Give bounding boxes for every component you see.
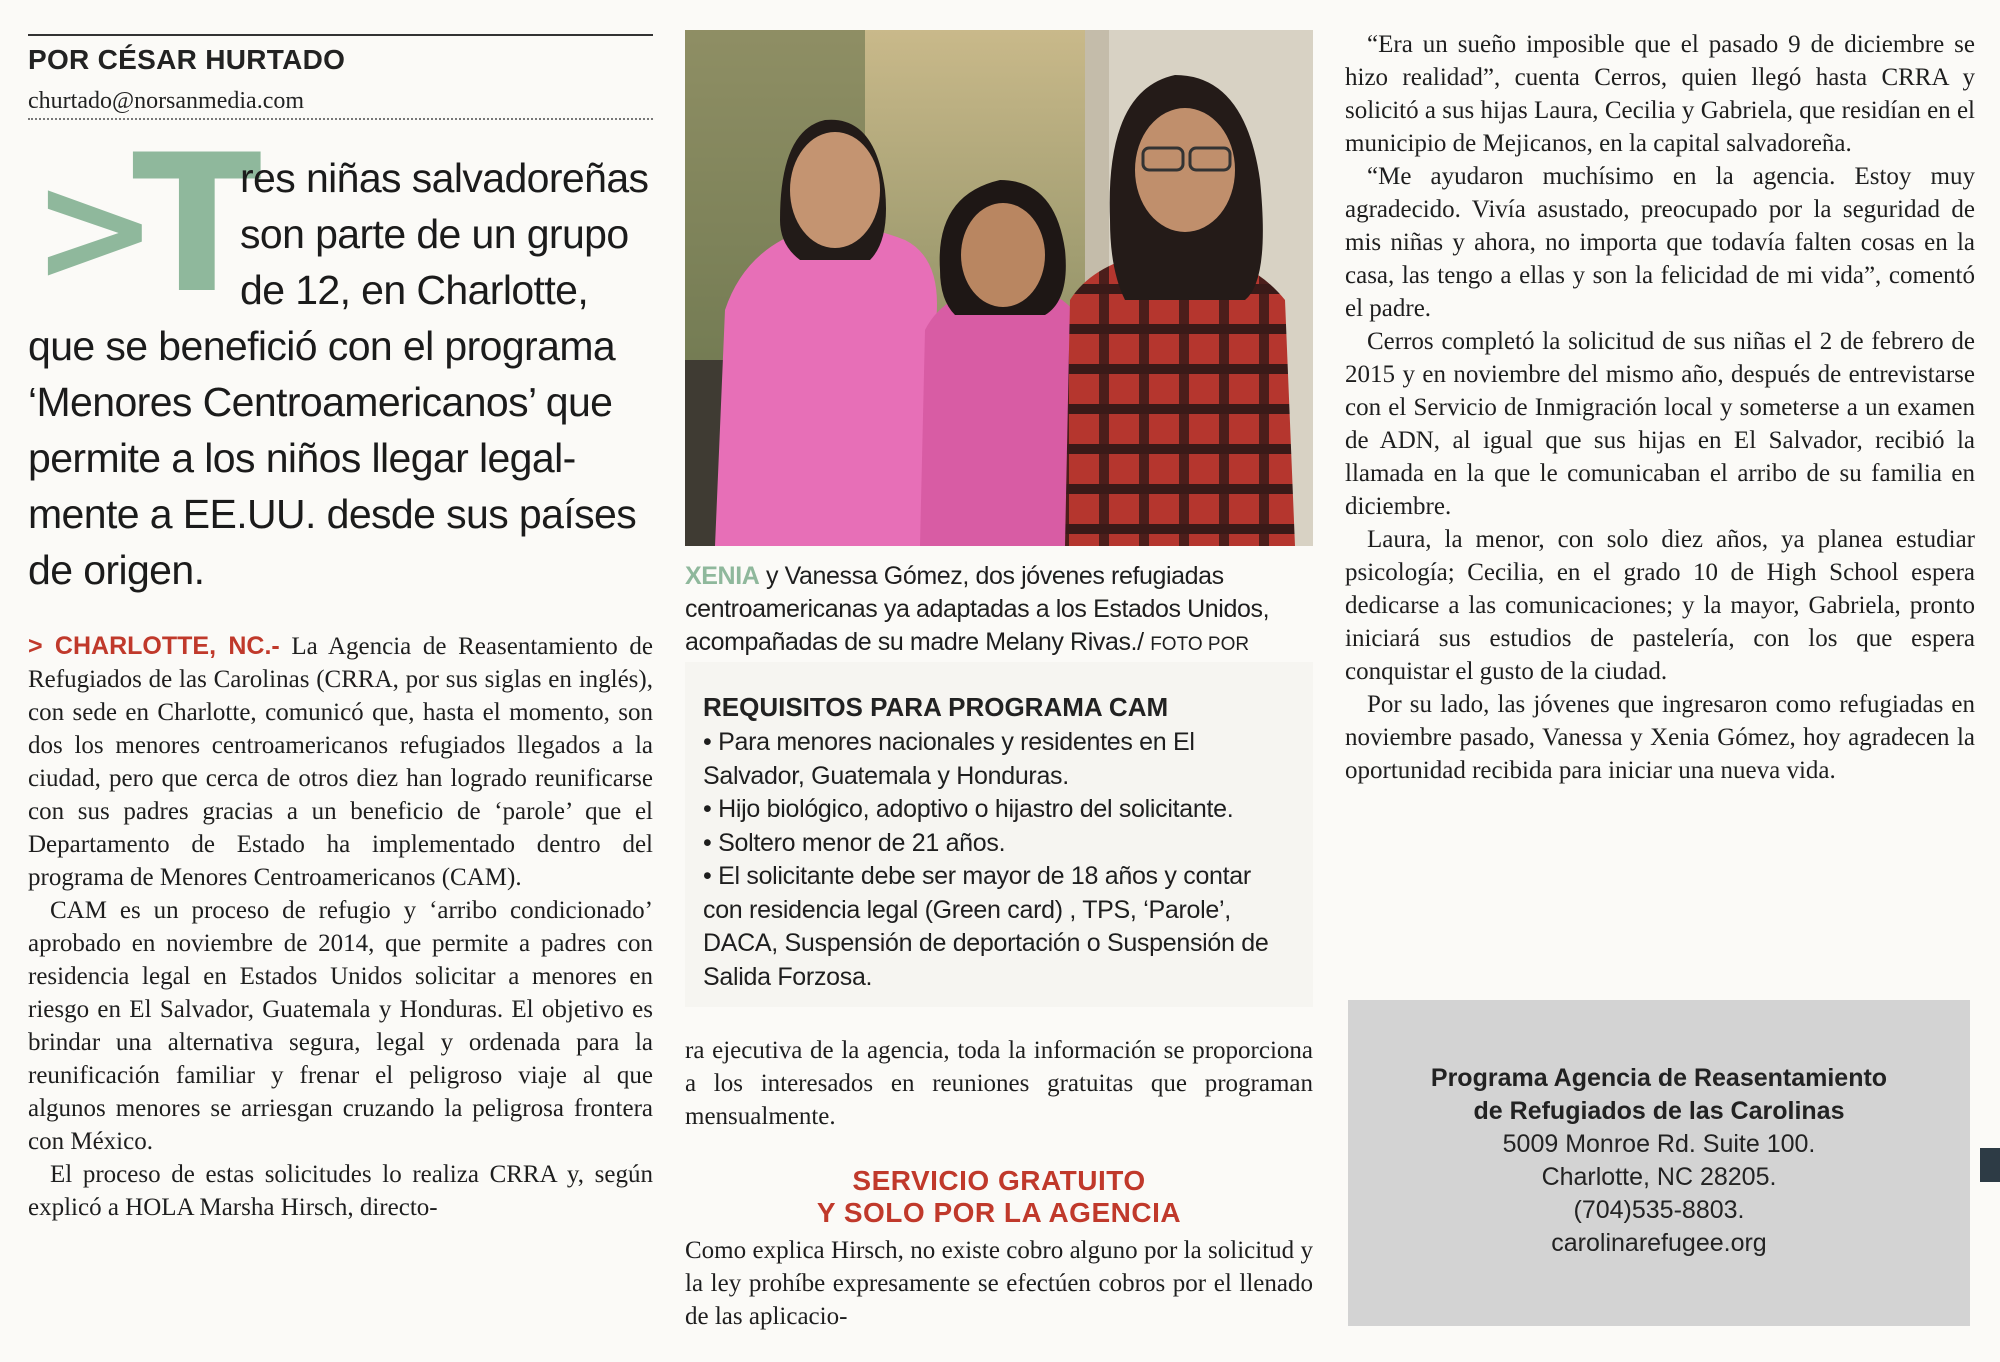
lede-line-1: res niñas salvadoreñas (240, 155, 649, 201)
article-paragraph: El proceso de estas solicitudes lo realiza CRRA y, según explicó a HOLA Marsha Hirsch, directo- (28, 1161, 653, 1221)
lede-line-3: de 12, en Charlotte, (240, 267, 589, 313)
article-paragraph: Como explica Hirsch, no existe cobro alguno por la solicitud y la ley prohíbe expresamente se efectúen cobros por el llenado de las aplicacio- (685, 1237, 1313, 1330)
byline-top-rule (28, 34, 653, 36)
lede-line-8: de origen. (28, 547, 205, 593)
article-column-2-top (685, 1034, 1313, 1133)
article-paragraph: Cerros completó la solicitud de sus niñas el 2 de febrero de 2015 y en noviembre del mismo año, después de entrevistarse con el Servicio de Inmigración local y someterse a un examen de ADN, al igual que sus hijas en El Salvador, recibió la llamada en la que le comunicaban el arribo de su familia en diciembre. (1345, 328, 1975, 520)
lede-line-7: mente a EE.UU. desde sus países (28, 491, 637, 537)
article-column-1 (28, 630, 653, 1340)
requirement-item: • Soltero menor de 21 años. (703, 828, 1006, 857)
byline-author: POR CÉSAR HURTADO (28, 44, 346, 75)
caption-name: XENIA (685, 562, 760, 590)
lede-line-4: que se benefició con el programa (28, 323, 616, 369)
dateline: > CHARLOTTE, NC.- (28, 632, 280, 660)
caption-text: y Vanessa Gómez, dos jóvenes refugiadas centroamericanas ya adaptadas a los Estados Unidos, acompañadas de su madre Melany Rivas./ (685, 562, 1270, 656)
article-photo (685, 30, 1313, 546)
article-column-3 (1345, 28, 1975, 787)
byline-divider (28, 118, 653, 120)
section-subhead-line-2: Y SOLO POR LA AGENCIA (816, 1197, 1182, 1228)
contact-phone: (704)535-8803. (1573, 1196, 1745, 1224)
contact-city: Charlotte, NC 28205. (1541, 1163, 1777, 1191)
byline-email: churtado@norsanmedia.com (28, 88, 305, 114)
section-subhead-line-1: SERVICIO GRATUITO (852, 1165, 1146, 1196)
contact-org-name-2: de Refugiados de las Carolinas (1473, 1097, 1845, 1125)
drop-cap-arrow: > (32, 142, 158, 316)
contact-website: carolinarefugee.org (1551, 1229, 1767, 1257)
contact-info-lines (1348, 1062, 1970, 1260)
article-paragraph: Laura, la menor, con solo diez años, ya planea estudiar psicología; Cecilia, en el grado 10 de High School espera dedicarse a las comunicaciones; y la mayor, Gabriela, pronto iniciará sus estudios de pastelería, con los que espera conquistar el gusto de la ciudad. (1345, 526, 1975, 685)
drop-cap (32, 114, 262, 335)
article-paragraph: “Me ayudaron muchísimo en la agencia. Estoy muy agradecido. Vivía asustado, preocupado por la seguridad de mis niñas y ahora, no importa que todavía falten cosas en la casa, las tengo a ellas y son la felicidad de mi vida”, comentó el padre. (1345, 163, 1975, 322)
lede-line-5: ‘Menores Centroamericanos’ que (28, 379, 613, 425)
page-edge-marker (1980, 1148, 2000, 1182)
article-paragraph (28, 630, 653, 894)
requirements-title: REQUISITOS PARA PROGRAMA CAM (703, 692, 1169, 722)
article-paragraph: ra ejecutiva de la agencia, toda la información se proporciona a los interesados en reuniones gratuitas que programan mensualmente. (685, 1037, 1313, 1130)
article-paragraph: CAM es un proceso de refugio y ‘arribo condicionado’ aprobado en noviembre de 2014, que permite a padres con residencia legal en Estados Unidos solicitar a menores en riesgo en El Salvador, Guatemala y Honduras. El objetivo es brindar una alternativa segura, legal y ordenada para la reunificación familiar y frenar el peligroso viaje al que algunos menores se arriesgan cruzando la peligrosa frontera con México. (28, 897, 653, 1155)
article-paragraph: Por su lado, las jóvenes que ingresaron como refugiadas en noviembre pasado, Vanessa y Xenia Gómez, hoy agradecen la oportunidad recibida para iniciar una nueva vida. (1345, 691, 1975, 784)
lede-line-2: son parte de un grupo (240, 211, 629, 257)
lede-line-6: permite a los niños llegar legal- (28, 435, 576, 481)
requirement-item: • Hijo biológico, adoptivo o hijastro del solicitante. (703, 795, 1234, 823)
article-paragraph: “Era un sueño imposible que el pasado 9 de diciembre se hizo realidad”, cuenta Cerros, quien llegó hasta CRRA y solicitó a sus hijas Laura, Cecilia y Gabriela, que residían en el municipio de Mejicanos, en la capital salvadoreña. (1345, 31, 1975, 157)
requirements-box (685, 662, 1313, 1007)
photo-credit: FOTO POR (1150, 634, 1250, 655)
paragraph-text: La Agencia de Reasentamiento de Refugiados de las Carolinas (CRRA, por sus siglas en inglés), con sede en Charlotte, comunicó que, hasta el momento, son dos los menores centroamericanos refugiados llegados a la ciudad, pero que cerca de otros diez han logrado reunificarse con sus padres gracias a un beneficio de ‘parole’ que el Departamento de Estado ha implementado dentro del programa de Menores Centroamericanos (CAM). (28, 633, 654, 891)
requirement-item: • El solicitante debe ser mayor de 18 años y contar con residencia legal (Green card) , TPS, ‘Parole’, DACA, Suspensión de deportación o Suspensión de Salida Forzosa. (703, 862, 1269, 991)
contact-info-box (1348, 1000, 1970, 1326)
contact-address: 5009 Monroe Rd. Suite 100. (1502, 1130, 1816, 1158)
requirements-list (703, 726, 1293, 994)
drop-cap-letter: T (132, 114, 262, 335)
photo-illustration (685, 30, 1313, 546)
contact-org-name: Programa Agencia de Reasentamiento (1430, 1064, 1888, 1092)
article-column-2-bottom (685, 1234, 1313, 1333)
requirement-item: • Para menores nacionales y residentes en El Salvador, Guatemala y Honduras. (703, 728, 1195, 790)
